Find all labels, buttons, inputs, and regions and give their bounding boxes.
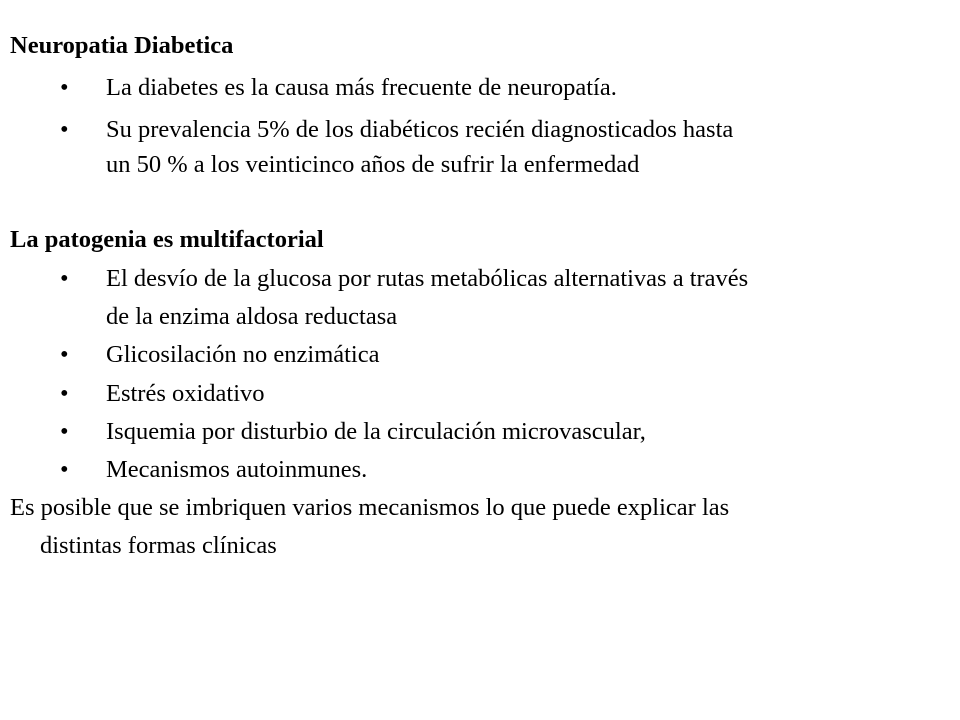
conclusion-text-cont: distintas formas clínicas	[40, 532, 277, 559]
bullet-icon: •	[60, 380, 69, 407]
section-heading-neuropatia: Neuropatia Diabetica	[10, 32, 234, 59]
bullet-item-isquemia: Isquemia por disturbio de la circulación microvascular,	[106, 418, 646, 445]
bullet-item-glicosilacion: Glicosilación no enzimática	[106, 341, 380, 368]
bullet-icon: •	[60, 74, 69, 101]
bullet-icon: •	[60, 341, 69, 368]
bullet-item-causa: La diabetes es la causa más frecuente de neuropatía.	[106, 74, 617, 101]
bullet-item-estres: Estrés oxidativo	[106, 380, 265, 407]
section-heading-patogenia: La patogenia es multifactorial	[10, 226, 324, 253]
bullet-icon: •	[60, 456, 69, 483]
bullet-item-glucosa: El desvío de la glucosa por rutas metabólicas alternativas a través	[106, 265, 749, 292]
bullet-item-prevalencia: Su prevalencia 5% de los diabéticos recién diagnosticados hasta	[106, 116, 734, 143]
bullet-item-prevalencia-cont: un 50 % a los veinticinco años de sufrir la enfermedad	[106, 151, 640, 178]
bullet-icon: •	[60, 265, 69, 292]
bullet-item-glucosa-cont: de la enzima aldosa reductasa	[106, 303, 398, 330]
conclusion-text: Es posible que se imbriquen varios mecanismos lo que puede explicar las	[10, 494, 730, 521]
bullet-icon: •	[60, 418, 69, 445]
bullet-icon: •	[60, 116, 69, 143]
bullet-item-autoinmunes: Mecanismos autoinmunes.	[106, 456, 368, 483]
